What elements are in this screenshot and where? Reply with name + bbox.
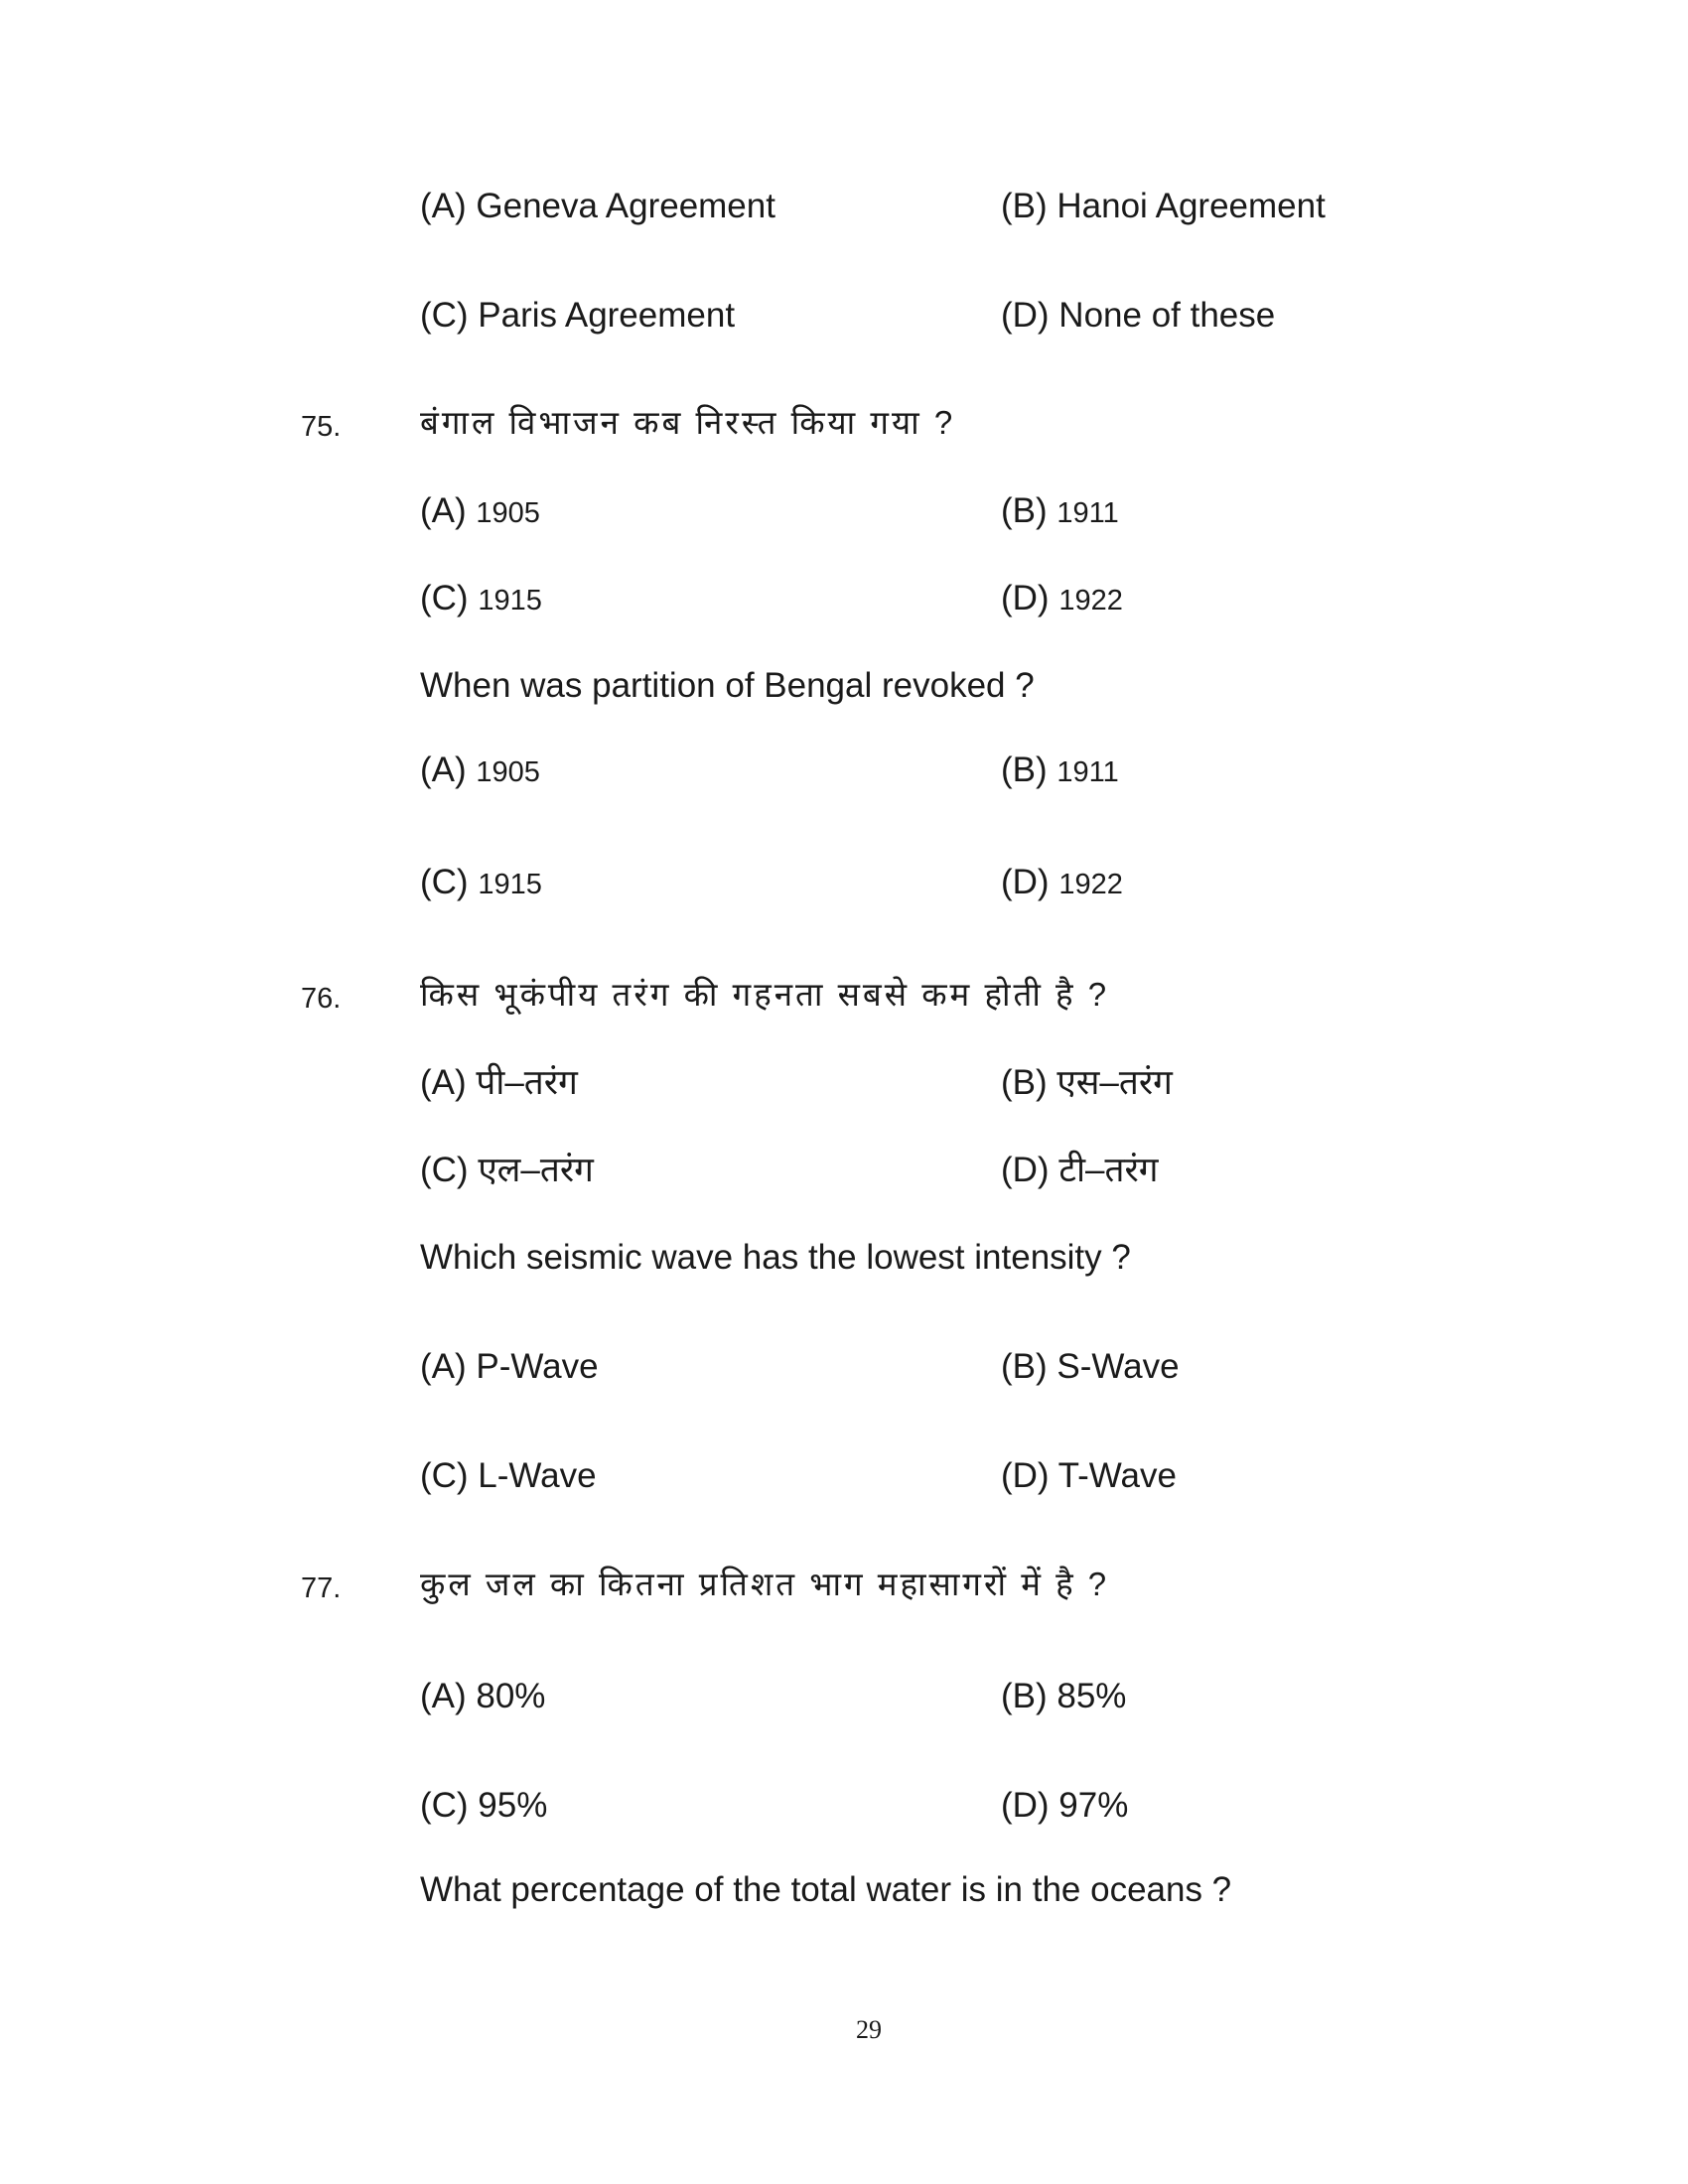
option-d [1001,577,1123,622]
option-letter: (C) [420,1151,469,1189]
option-letter: (A) [420,1063,467,1102]
option-letter: (C) [420,579,469,617]
question-text-english: When was partition of Bengal revoked ? [420,666,1035,705]
option-b [1001,1061,1173,1105]
option-b: (B) 85% [1001,1677,1127,1715]
option-letter: (B) [1001,491,1048,530]
option-letter: (B) [1001,1063,1048,1102]
page-number: 29 [856,2015,882,2044]
option-c [420,577,542,622]
question-text-english: What percentage of the total water is in the oceans ? [420,1870,1232,1909]
option-letter: (B) [1001,751,1048,789]
option-c [420,861,542,906]
option-d: (D) T-Wave [1001,1456,1177,1495]
option-b [1001,489,1119,535]
option-letter: (C) [420,863,469,901]
option-c: (C) Paris Agreement [420,296,736,335]
question-text-hindi: किस भूकंपीय तरंग की गहनता सबसे कम होती है ? [420,976,1110,1013]
option-b: (B) Hanoi Agreement [1001,187,1326,225]
option-value: टी–तरंग [1058,1151,1159,1189]
option-a [420,1061,578,1105]
option-d: (D) 97% [1001,1786,1129,1825]
question-number: 77. [301,1572,342,1604]
option-value: 1911 [1056,497,1119,529]
option-value: 1915 [478,869,542,900]
option-letter: (D) [1001,863,1050,901]
option-value: 1911 [1056,756,1119,788]
option-b [1001,749,1119,794]
option-letter: (D) [1001,579,1050,617]
option-c: (C) L-Wave [420,1456,597,1495]
option-a: (A) Geneva Agreement [420,187,775,225]
question-number: 76. [301,983,342,1015]
option-value: पी–तरंग [476,1063,578,1102]
option-c [420,1149,594,1192]
option-value: 1922 [1058,585,1123,616]
option-d: (D) None of these [1001,296,1276,335]
option-letter: (D) [1001,1151,1050,1189]
option-value: 1905 [476,756,540,788]
option-value: 1905 [476,497,540,529]
option-d [1001,1149,1158,1192]
option-value: 1915 [478,585,542,616]
option-value: 1922 [1058,869,1123,900]
option-a [420,749,540,794]
option-b: (B) S-Wave [1001,1347,1180,1386]
option-value: एस–तरंग [1056,1063,1173,1102]
option-letter: (A) [420,751,467,789]
option-a [420,489,540,535]
question-text-english: Which seismic wave has the lowest intensity ? [420,1238,1131,1277]
option-c: (C) 95% [420,1786,548,1825]
option-a: (A) 80% [420,1677,546,1715]
question-number: 75. [301,411,342,443]
option-value: एल–तरंग [478,1151,594,1189]
option-letter: (A) [420,491,467,530]
question-text-hindi: कुल जल का कितना प्रतिशत भाग महासागरों में है ? [420,1566,1110,1602]
question-text-hindi: बंगाल विभाजन कब निरस्त किया गया ? [420,404,956,441]
option-d [1001,861,1123,906]
option-a: (A) P-Wave [420,1347,599,1386]
